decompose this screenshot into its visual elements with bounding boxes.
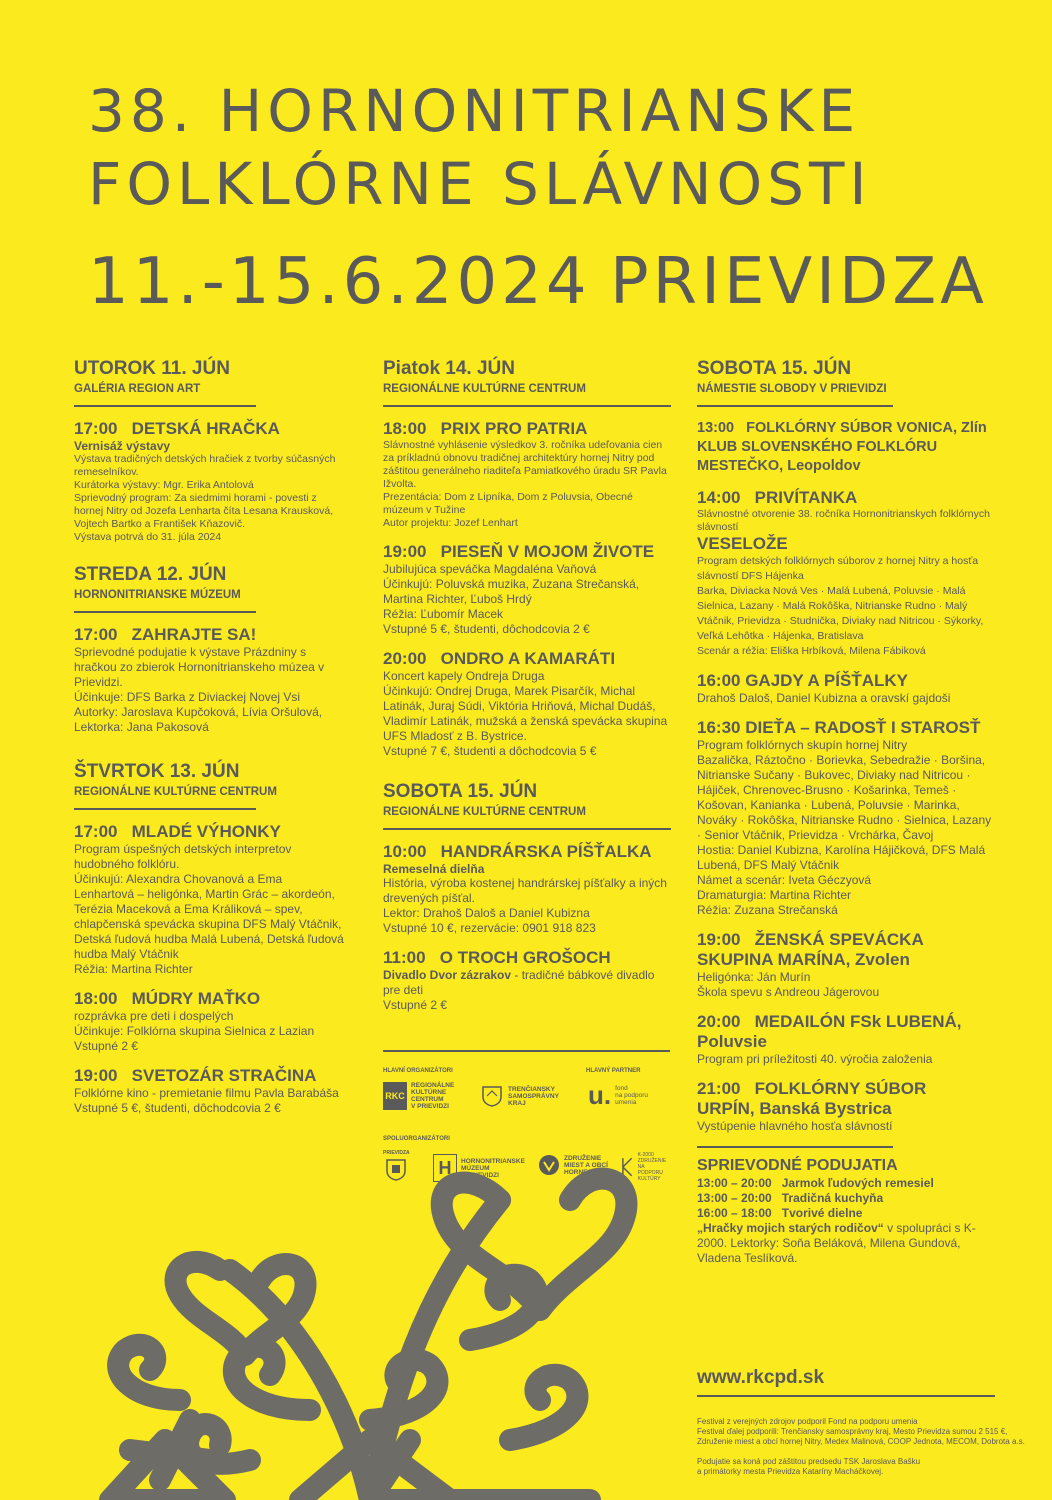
event-title: SKUPINA MARÍNA, Zvolen <box>697 950 910 969</box>
event <box>74 989 344 1054</box>
event-title: KLUB SLOVENSKÉHO FOLKLÓRU <box>697 439 938 455</box>
patronage-footnote: Podujatie sa koná pod záštitou predsedu TSK Jaroslava Bašku a primátorky mesta Prievidza Kataríny Macháčkovej. <box>697 1457 921 1476</box>
event-title: 18:00 PRIX PRO PATRIA <box>383 419 588 438</box>
event <box>383 649 673 759</box>
event <box>74 625 344 735</box>
event <box>697 1012 997 1067</box>
venue-label: HORNONITRIANSKE MÚZEUM <box>74 589 241 601</box>
event-subtitle: Remeselná dielňa <box>383 862 485 876</box>
divider <box>74 405 256 407</box>
side-event-row <box>697 1176 997 1191</box>
event <box>697 419 997 476</box>
side-event-row <box>697 1206 997 1221</box>
event-title: 10:00 HANDRÁRSKA PÍŠŤALKA <box>383 842 652 861</box>
venue-label: REGIONÁLNE KULTÚRNE CENTRUM <box>383 383 586 395</box>
zmo-name: ZDRUŽENIE MIEST A OBCÍ HORNEJ NITRY <box>564 1154 613 1176</box>
event-title: 17:00 MLADÉ VÝHONKY <box>74 822 281 841</box>
side-event-name: Jarmok ľudových remesiel <box>781 1176 934 1190</box>
hm-name: HORNONITRIANSKE MÚZEUM V PRIEVIDZI <box>461 1157 525 1179</box>
event-text: História, výroba kostenej handrárskej píšťalky a iných drevených píšťal. Lektor: Drahoš Daloš a Daniel Kubizna Vstupné 10 €, rezervácie: 0901 918 823 <box>383 876 667 935</box>
event-text: Vystúpenie hlavného hosťa slávností <box>697 1119 893 1133</box>
event-price: Vstupné 2 € <box>383 998 448 1012</box>
divider <box>697 405 893 407</box>
day-heading: STREDA 12. JÚN <box>74 564 227 585</box>
title-line-1: 38. HORNONITRIANSKE <box>88 77 861 145</box>
divider <box>74 611 256 613</box>
prievidza-name: PRIEVIDZA <box>383 1150 410 1156</box>
side-event-time: 13:00 – 20:00 <box>697 1176 772 1190</box>
side-event-name: Tvorivé dielne <box>781 1206 863 1220</box>
event-text: Slávnostné vyhlásenie výsledkov 3. ročníka udeľovania cien za príkladnú obnovu tradičnej architektúry hornej Nitry pod záštitou generálneho riaditeľa Pamiatkového úradu SR Pavla Ižvolta. Prezentácia: Dom z Lipníka, Dom z Poluvsia, Obecné múzeum v Tužine Autor projektu: Jozef Lenhart <box>383 439 667 529</box>
event-title: Poluvsie <box>697 1032 767 1051</box>
column-saturday-square <box>697 358 997 1266</box>
event-title: 13:00 FOLKLÓRNY SÚBOR VONICA, Zlín <box>697 420 987 436</box>
side-event-workshop: „Hračky mojich starých rodičov“ <box>697 1221 884 1235</box>
fpu-mark: u. <box>588 1080 612 1110</box>
event-subtitle-text: - tradičné bábkové divadlo pre deti <box>383 968 655 997</box>
main-partner-label: HLAVNÝ PARTNER <box>586 1068 641 1074</box>
event <box>383 842 673 936</box>
day-heading: SOBOTA 15. JÚN <box>697 358 852 379</box>
event <box>383 948 673 1013</box>
side-event-name: Tradičná kuchyňa <box>781 1191 884 1205</box>
festival-city: PRIEVIDZA <box>610 245 988 319</box>
side-events <box>697 1156 997 1266</box>
event-title: 20:00 MEDAILÓN FSk LUBENÁ, <box>697 1012 962 1031</box>
co-organizers-label: SPOLUORGANIZÁTORI <box>383 1136 450 1142</box>
k2000-name: K-2000 ZDRUŽENIE NA PODPORU KULTÚRY <box>637 1152 667 1182</box>
side-event-row <box>697 1221 987 1266</box>
tsk-crest-icon <box>480 1084 504 1108</box>
website-link[interactable]: www.rkcpd.sk <box>697 1367 825 1388</box>
event-subtitle: Vernisáž výstavy <box>74 439 171 453</box>
event <box>74 419 344 544</box>
event-text: Heligónka: Ján Murín Škola spevu s Andreou Jágerovou <box>697 970 880 999</box>
tsk-name: TRENČIANSKY SAMOSPRÁVNY KRAJ <box>508 1085 559 1107</box>
event <box>383 542 673 637</box>
event-title: URPÍN, Banská Bystrica <box>697 1099 892 1118</box>
event <box>697 1079 997 1134</box>
venue-label: REGIONÁLNE KULTÚRNE CENTRUM <box>383 806 586 818</box>
side-event-time: 16:00 – 18:00 <box>697 1206 772 1220</box>
fpu-logo[interactable] <box>588 1082 648 1108</box>
event-text: Jubilujúca speváčka Magdaléna Vaňová Účinkujú: Poluvská muzika, Zuzana Strečanská, Martina Richter, Ľuboš Hrdý Réžia: Ľubomír Macek Vstupné 5 €, študenti, dôchodcovia 2 € <box>383 562 640 636</box>
divider <box>383 405 671 407</box>
event-title: 17:00 ZAHRAJTE SA! <box>74 625 257 644</box>
event-title: 18:00 MÚDRY MAŤKO <box>74 989 261 1008</box>
fpu-name: fond na podporu umenia <box>615 1084 648 1106</box>
column-tuesday-thursday <box>74 358 344 1128</box>
day-heading: ŠTVRTOK 13. JÚN <box>74 761 240 782</box>
main-organizers-label: HLAVNÍ ORGANIZÁTORI <box>383 1068 453 1074</box>
event <box>74 1066 344 1116</box>
event-text: Program detských folklórnych súborov z hornej Nitry a hosťa slávností DFS Hájenka Barka, Diviacka Nová Ves · Malá Lubená, Poluvsie · Malá Sielnica, Lazany · Malá Rokôška, Nitrianske Rudno · Malý Vtáčnik, Prievidza · Studnička, Diviaky nad Nitricou · Sýkorky, Veľká Lehôtka · Hájenka, Bratislava Scenár a réžia: Eliška Hrbíková, Milena Fábiková <box>697 555 984 657</box>
venue-label: REGIONÁLNE KULTÚRNE CENTRUM <box>74 786 277 798</box>
event-title: 14:00 PRIVÍTANKA <box>697 488 858 507</box>
event-text: Program úspešných detských interpretov hudobného folklóru. Účinkujú: Alexandra Chovanová a Ema Lenhartová – heligónka, Martin Grác – akordeón, Terézia Maceková a Ema Králiková – spev, chlapčenská spevácka skupina DFS Malý Vtáčnik, Detská ľudová hudba Malá Lubená, Detská ľudová hudba Malý Vtáčnik Réžia: Martina Richter <box>74 842 344 976</box>
folk-ornament-icon <box>70 1157 670 1500</box>
title-line-2: FOLKLÓRNE SLÁVNOSTI <box>88 150 872 218</box>
side-event-time: 13:00 – 20:00 <box>697 1191 772 1205</box>
divider <box>74 808 256 810</box>
funding-footnote: Festival z verejných zdrojov podporil Fond na podporu umenia Festival ďalej podporili: Trenčiansky samosprávny kraj, Mesto Prievidza sumou 2 515 €, Združenie miest a obcí hornej Nitry, Medex Malinová, COOP Jednota, MECOM, Dobrota a.s. <box>697 1417 1025 1446</box>
event-text: Folklórne kino - premietanie filmu Pavla Barabáša Vstupné 5 €, študenti, dôchodcovia 2 € <box>74 1086 339 1115</box>
side-events-title: SPRIEVODNÉ PODUJATIA <box>697 1157 898 1174</box>
divider <box>383 828 671 830</box>
event <box>697 718 997 918</box>
event-text <box>383 968 673 998</box>
event-title: 19:00 ŽENSKÁ SPEVÁCKA <box>697 930 924 949</box>
rkc-mark: RKC <box>383 1082 407 1110</box>
event-title: 16:30 DIEŤA – RADOSŤ I STAROSŤ <box>697 718 981 737</box>
hm-mark: H <box>433 1154 457 1182</box>
venue-label: GALÉRIA REGION ART <box>74 383 201 395</box>
event <box>74 822 344 977</box>
event-text: Program folklórnych skupín hornej Nitry Bazalička, Ráztočno · Borievka, Sebedražie · Boršina, Nitrianske Sučany · Bukovec, Diviaky nad Nitricou · Hájiček, Chrenovec-Brusno · Košarinka, Temeš · Košovan, Kanianka · Lubená, Poluvsie · Marinka, Nováky · Rokôška, Nitrianske Rudno · Sielnica, Lazany · Senior Vtáčnik, Prievidza · Vrchárka, Čavoj Hostia: Daniel Kubizna, Karolína Hájičková, DFS Malá Lubená, DFS Malý Vtáčnik Námet a scenár: Iveta Géczyová Dramaturgia: Martina Richter Réžia: Zuzana Strečanská <box>697 738 992 917</box>
event-title: 11:00 O TROCH GROŠOCH <box>383 948 611 967</box>
event-text: Sprievodné podujatie k výstave Prázdniny s hračkou zo zbierok Hornonitrianskeho múzea v Prievidzi. Účinkuje: DFS Barka z Diviackej Novej Vsi Autorky: Jaroslava Kupčoková, Lívia Oršulová, Lektorka: Jana Pakosová <box>74 645 325 734</box>
rkc-name: REGIONÁLNE KULTÚRNE CENTRUM V PRIEVIDZI <box>411 1082 455 1110</box>
tsk-logo[interactable] <box>480 1084 559 1108</box>
event <box>697 488 997 659</box>
day-heading: UTOROK 11. JÚN <box>74 358 230 379</box>
column-friday-saturday <box>383 358 673 1025</box>
divider <box>697 1146 893 1148</box>
festival-date: 11.-15.6.2024 <box>88 245 591 319</box>
side-event-text: v spolupráci s K-2000. Lektorky: Soňa Beláková, Milena Gundová, Vladena Teslíková. <box>697 1221 976 1265</box>
footnote-divider <box>697 1395 995 1397</box>
day-heading: SOBOTA 15. JÚN <box>383 781 538 802</box>
venue-label: NÁMESTIE SLOBODY V PRIEVIDZI <box>697 383 887 395</box>
event-text: Výstava tradičných detských hračiek z tvorby súčasných remeselníkov. Kurátorka výstavy: Mgr. Erika Antolová Sprievodný program: Za siedmimi horami - povesti z hornej Nitry od Jozefa Lenharta číta Lesana Krausková, Vojtech Bartko a František Kňazovič. Výstava potrvá do 31. júla 2024 <box>74 453 336 543</box>
event-text: Slávnostné otvorenie 38. ročníka Hornonitrianskych folklórnych slávností <box>697 508 990 533</box>
event-title: 20:00 ONDRO A KAMARÁTI <box>383 649 616 668</box>
event-subtitle: Divadlo Dvor zázrakov <box>383 968 512 982</box>
event-text: Program pri príležitosti 40. výročia založenia <box>697 1052 933 1066</box>
event-title: 21:00 FOLKLÓRNY SÚBOR <box>697 1079 927 1098</box>
event-title: MESTEČKO, Leopoldov <box>697 458 861 474</box>
event-title: 19:00 SVETOZÁR STRAČINA <box>74 1066 317 1085</box>
event-title: VESELOŽE <box>697 534 788 553</box>
event-title: 19:00 PIESEŇ V MOJOM ŽIVOTE <box>383 542 655 561</box>
event-title: 17:00 DETSKÁ HRAČKA <box>74 419 280 438</box>
event-text: Drahoš Daloš, Daniel Kubizna a oravskí gajdoši <box>697 691 951 705</box>
event-text: rozprávka pre deti i dospelých Účinkuje: Folklórna skupina Sielnica z Lazian Vstupné 2 € <box>74 1009 315 1053</box>
event <box>697 930 997 1000</box>
event <box>383 419 673 530</box>
event-text: Koncert kapely Ondreja Druga Účinkujú: Ondrej Druga, Marek Pisarčík, Michal Latinák, Juraj Súdi, Viktória Hriňová, Michal Dudáš, Vladimír Latinák, mužská a ženská spevácka skupina UFS Mladosť z B. Bystrice. Vstupné 7 €, študenti a dôchodcovia 5 € <box>383 669 668 758</box>
rkc-logo[interactable] <box>383 1082 454 1110</box>
event-title: 16:00 GAJDY A PÍŠŤALKY <box>697 671 908 690</box>
day-heading: Piatok 14. JÚN <box>383 358 515 379</box>
side-event-row <box>697 1191 997 1206</box>
event <box>697 671 997 706</box>
